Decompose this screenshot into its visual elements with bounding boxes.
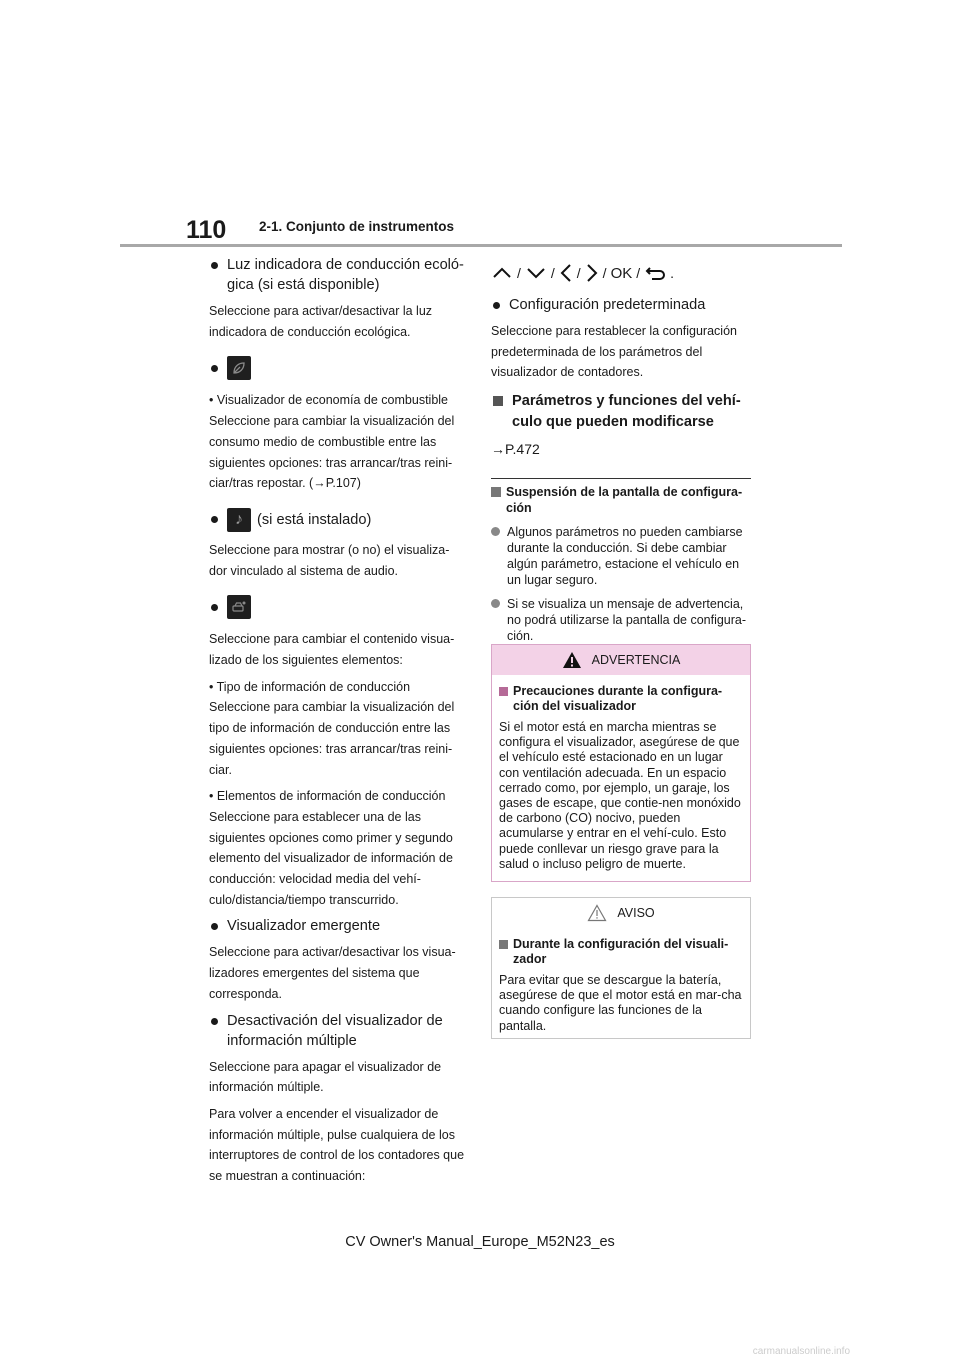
ok-symbol: OK <box>610 264 633 282</box>
params-heading: Parámetros y funciones del vehí-culo que pueden modificarse <box>491 391 751 433</box>
warning-triangle-icon <box>562 651 582 669</box>
eco-text: Seleccione para activar/desactivar la luz indicadora de conducción ecológica. <box>209 304 433 339</box>
music-note-icon: ♪ <box>227 508 251 532</box>
chevron-down-icon <box>525 266 547 280</box>
car-info-icon <box>227 595 251 619</box>
bullet-icon <box>211 923 218 930</box>
drive-sub2: • Elementos de información de conducción <box>209 789 446 804</box>
default-text: Seleccione para restablecer la configuración predeterminada de los parámetros del visualizador de contadores. <box>491 324 737 380</box>
bullet-icon <box>211 365 218 372</box>
drive-sub1: • Tipo de información de conducción <box>209 679 411 694</box>
notice-title: Durante la configuración del visuali-zador <box>499 937 743 967</box>
square-bullet-icon <box>491 487 501 497</box>
warning-box <box>491 644 751 882</box>
chevron-up-icon <box>491 266 513 280</box>
eco-leaf-icon <box>227 356 251 380</box>
circle-bullet-icon <box>491 527 500 536</box>
bullet-icon <box>211 604 218 611</box>
section-title: 2-1. Conjunto de instrumentos <box>259 219 455 234</box>
audio-text: Seleccione para mostrar (o no) el visualiza-dor vinculado al sistema de audio. <box>209 542 450 578</box>
header-rule <box>120 244 842 247</box>
suspend-heading: Suspensión de la pantalla de configura-ción <box>491 478 751 516</box>
bullet-icon <box>211 516 218 523</box>
notice-box <box>491 897 751 1039</box>
caution-triangle-icon <box>587 904 607 922</box>
drive-text1: Seleccione para cambiar la visualización del tipo de información de conducción entre las siguientes opciones: tras arrancar/tras reini-ciar. <box>209 700 455 777</box>
page-number: 110 <box>186 216 227 244</box>
bullet-icon <box>211 1018 218 1025</box>
bullet-icon <box>493 302 500 309</box>
bullet-icon <box>211 262 218 269</box>
fuel-text: Seleccione para cambiar la visualización del consumo medio de combustible entre las siguientes opciones: tras arrancar/tras reini-ciar/tras repostar. (→P.107) <box>209 414 455 491</box>
fuel-sub: • Visualizador de economía de combustible <box>209 393 449 408</box>
multi-text: Seleccione para apagar el visualizador de información múltiple. <box>209 1059 442 1095</box>
suspend-bullet-1: Algunos parámetros no pueden cambiarse durante la conducción. Si debe cambiar algún parámetro, estacione el vehículo en un lugar seguro. <box>491 524 751 588</box>
multi-text2: Para volver a encender el visualizador de información múltiple, pulse cualquiera de los interruptores de control de los contadores que se muestran a continuación: <box>209 1106 465 1184</box>
audio-heading: ♪ (si está instalado) <box>209 508 465 532</box>
square-bullet-icon <box>499 687 508 696</box>
default-heading: Configuración predeterminada <box>491 295 751 315</box>
drive-text: Seleccione para cambiar el contenido visua-lizado de los siguientes elementos: <box>209 632 455 668</box>
left-column <box>209 255 465 1193</box>
params-ref: →P.472 <box>491 441 540 458</box>
square-bullet-icon <box>493 396 503 406</box>
drive-heading <box>209 595 465 619</box>
multi-heading: Desactivación del visualizador de información múltiple <box>209 1011 465 1051</box>
circle-bullet-icon <box>491 599 500 608</box>
warning-title: Precauciones durante la configura-ción del visualizador <box>499 684 743 714</box>
notice-text: Para evitar que se descargue la batería, asegúrese de que el motor está en mar-cha cuando configure las funciones de la pantalla. <box>499 973 742 1033</box>
chevron-left-icon <box>559 262 573 284</box>
notice-header: AVISO <box>492 898 750 928</box>
fuel-heading <box>209 356 465 380</box>
square-bullet-icon <box>499 940 508 949</box>
footer-text: CV Owner's Manual_Europe_M52N23_es <box>345 1234 615 1250</box>
chevron-right-icon <box>585 262 599 284</box>
warning-header: ADVERTENCIA <box>492 645 750 675</box>
watermark: carmanualsonline.info <box>752 1346 850 1357</box>
popup-heading: Visualizador emergente <box>209 916 465 936</box>
popup-text: Seleccione para activar/desactivar los visua-lizadores emergentes del sistema que corresponda. <box>209 945 456 1001</box>
warning-text: Si el motor está en marcha mientras se configura el visualizador, asegúrese de que el vehículo esté estacionado en un lugar con ventilación adecuada. En un espacio cerrado como, por ejemplo, un garaje, los gases de escape, que contie-nen monóxido de carbono (CO) nocivo, pueden acumularse y entrar en el vehí-culo. Esto puede conllevar un riesgo grave para la salud o incluso peligro de muerte. <box>499 720 741 871</box>
eco-heading: Luz indicadora de conducción ecoló-gica (si está disponible) <box>209 255 465 295</box>
drive-text2: Seleccione para establecer una de las siguientes opciones como primer y segundo elemento del visualizador de información de conducción: velocidad media del vehí-culo/distancia/tiempo transcurrido. <box>209 809 453 907</box>
back-arrow-icon <box>644 265 666 281</box>
control-switch-symbols: / / / / OK / . <box>491 261 751 285</box>
suspend-bullet-2: Si se visualiza un mensaje de advertencia, no podrá utilizarse la pantalla de configura-ción. <box>491 596 751 644</box>
right-column <box>491 255 751 644</box>
